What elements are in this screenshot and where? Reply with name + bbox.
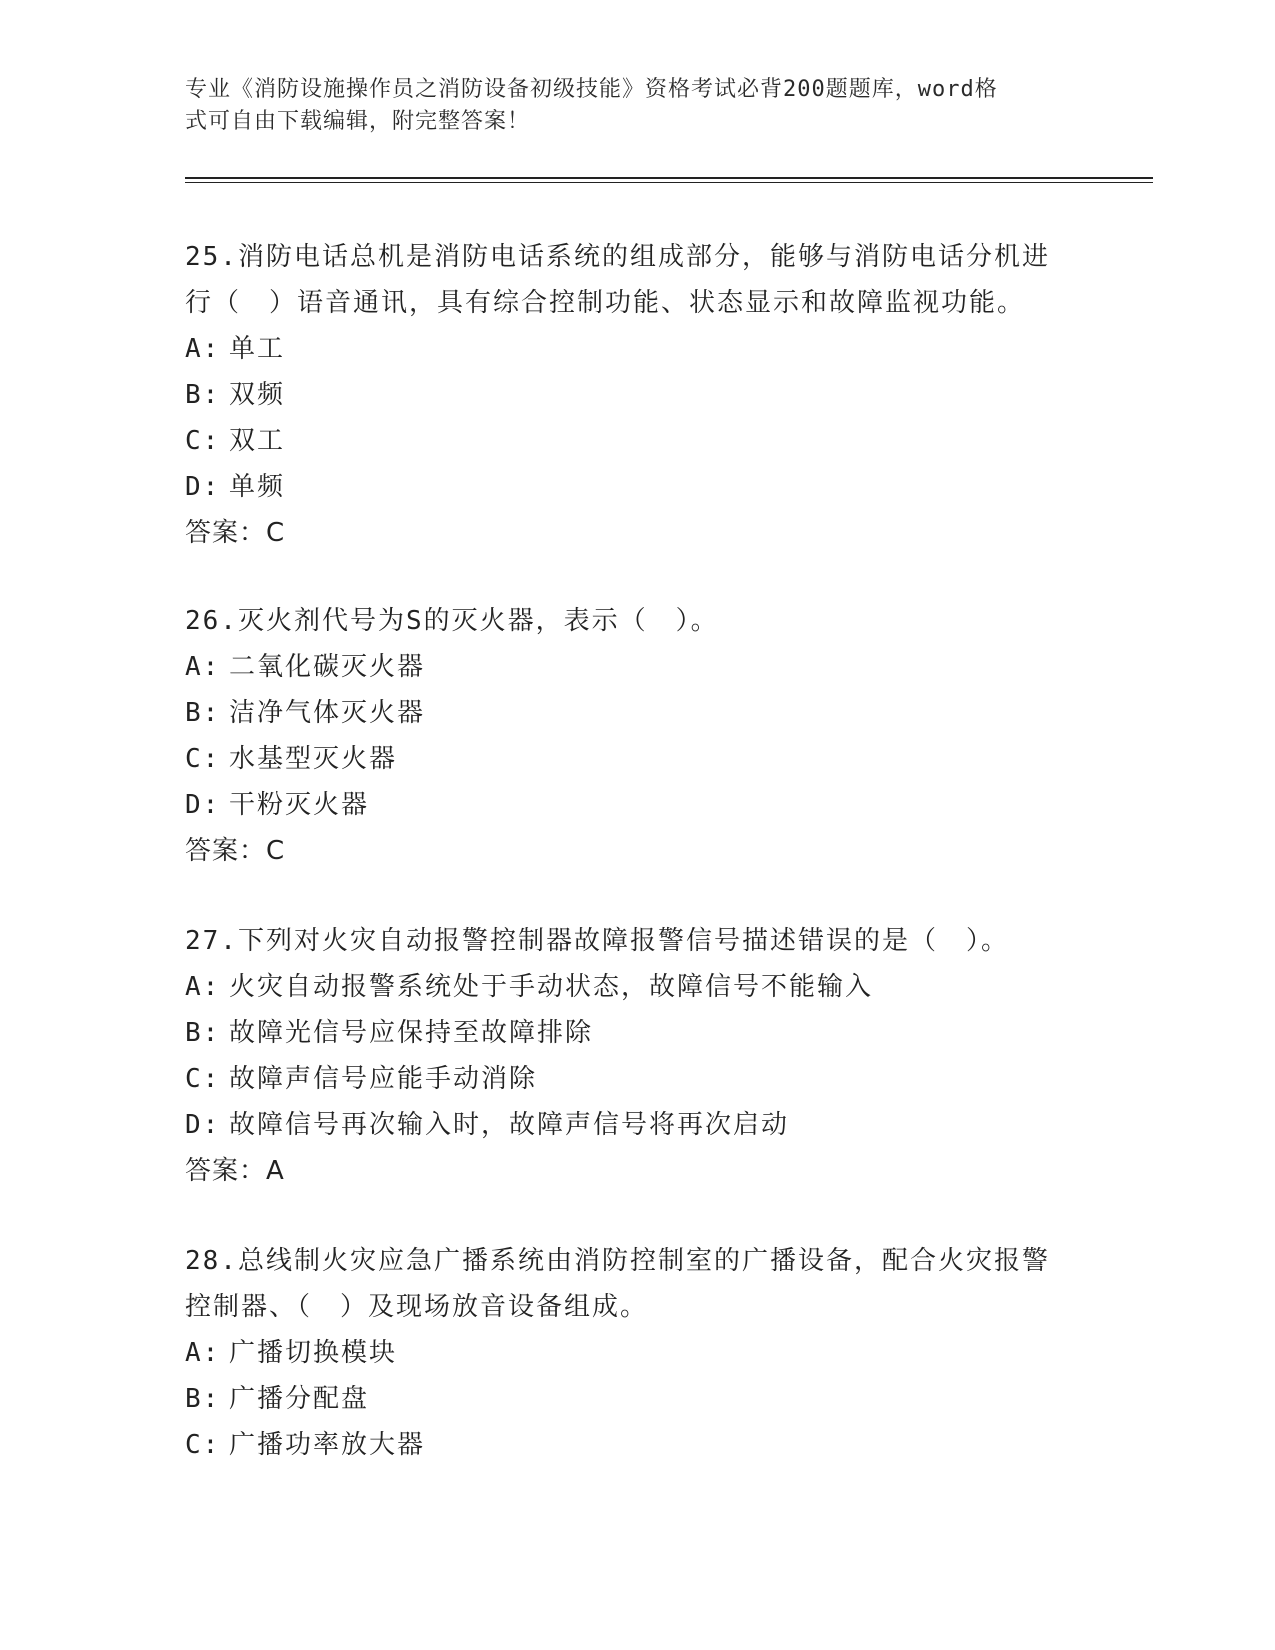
option-text: 干粉灭火器 [229, 790, 370, 820]
option-text: 故障声信号应能手动消除 [229, 1064, 538, 1094]
question-28 [185, 1238, 1085, 1468]
option-text: 水基型灭火器 [229, 744, 398, 774]
header-divider-thick [185, 177, 1153, 179]
option-text: 双工 [229, 426, 286, 456]
answer-line: 答案：C [185, 836, 286, 866]
option-text: 广播功率放大器 [229, 1430, 426, 1460]
option-b [185, 372, 1085, 418]
header-line-1: 专业《消防设施操作员之消防设备初级技能》资格考试必背200题题库，word格 [185, 77, 998, 102]
option-b [185, 690, 1085, 736]
question-stem-line: 25.消防电话总机是消防电话系统的组成部分，能够与消防电话分机进 [185, 242, 1050, 272]
option-key: C: [185, 426, 221, 456]
option-d [185, 464, 1085, 510]
option-text: 故障光信号应保持至故障排除 [229, 1018, 594, 1048]
option-text: 火灾自动报警系统处于手动状态，故障信号不能输入 [229, 972, 874, 1002]
option-a [185, 964, 1085, 1010]
question-26 [185, 598, 1085, 874]
document-header [185, 74, 1065, 138]
option-key: C: [185, 1430, 221, 1460]
option-b [185, 1376, 1085, 1422]
question-stem-line: 28.总线制火灾应急广播系统由消防控制室的广播设备，配合火灾报警 [185, 1246, 1050, 1276]
option-text: 单频 [229, 472, 286, 502]
option-key: D: [185, 790, 221, 820]
option-key: A: [185, 1338, 221, 1368]
question-27 [185, 918, 1085, 1194]
answer-line: 答案：C [185, 518, 286, 548]
option-text: 广播切换模块 [229, 1338, 398, 1368]
option-a [185, 644, 1085, 690]
option-key: A: [185, 972, 221, 1002]
option-d [185, 782, 1085, 828]
question-stem-line: 26.灭火剂代号为S的灭火器，表示（ ）。 [185, 606, 719, 636]
option-c [185, 1056, 1085, 1102]
question-stem-line: 27.下列对火灾自动报警控制器故障报警信号描述错误的是（ ）。 [185, 926, 1009, 956]
option-key: A: [185, 334, 221, 364]
option-d [185, 1102, 1085, 1148]
option-text: 双频 [229, 380, 286, 410]
option-key: A: [185, 652, 221, 682]
option-key: C: [185, 1064, 221, 1094]
option-key: B: [185, 698, 221, 728]
option-a [185, 1330, 1085, 1376]
question-stem-line: 控制器、（ ）及现场放音设备组成。 [185, 1292, 649, 1322]
question-stem-line: 行（ ）语音通讯，具有综合控制功能、状态显示和故障监视功能。 [185, 288, 1026, 318]
option-c [185, 1422, 1085, 1468]
option-key: D: [185, 1110, 221, 1140]
option-key: D: [185, 472, 221, 502]
option-text: 故障信号再次输入时，故障声信号将再次启动 [229, 1110, 790, 1140]
header-divider-thin [185, 182, 1153, 183]
header-line-2: 式可自由下载编辑，附完整答案！ [185, 109, 531, 134]
answer-line: 答案：A [185, 1156, 285, 1186]
option-c [185, 418, 1085, 464]
option-b [185, 1010, 1085, 1056]
question-25 [185, 234, 1085, 556]
option-a [185, 326, 1085, 372]
option-text: 广播分配盘 [229, 1384, 370, 1414]
option-text: 洁净气体灭火器 [229, 698, 426, 728]
option-key: B: [185, 380, 221, 410]
option-c [185, 736, 1085, 782]
option-text: 二氧化碳灭火器 [229, 652, 426, 682]
option-key: B: [185, 1384, 221, 1414]
option-text: 单工 [229, 334, 286, 364]
option-key: B: [185, 1018, 221, 1048]
option-key: C: [185, 744, 221, 774]
